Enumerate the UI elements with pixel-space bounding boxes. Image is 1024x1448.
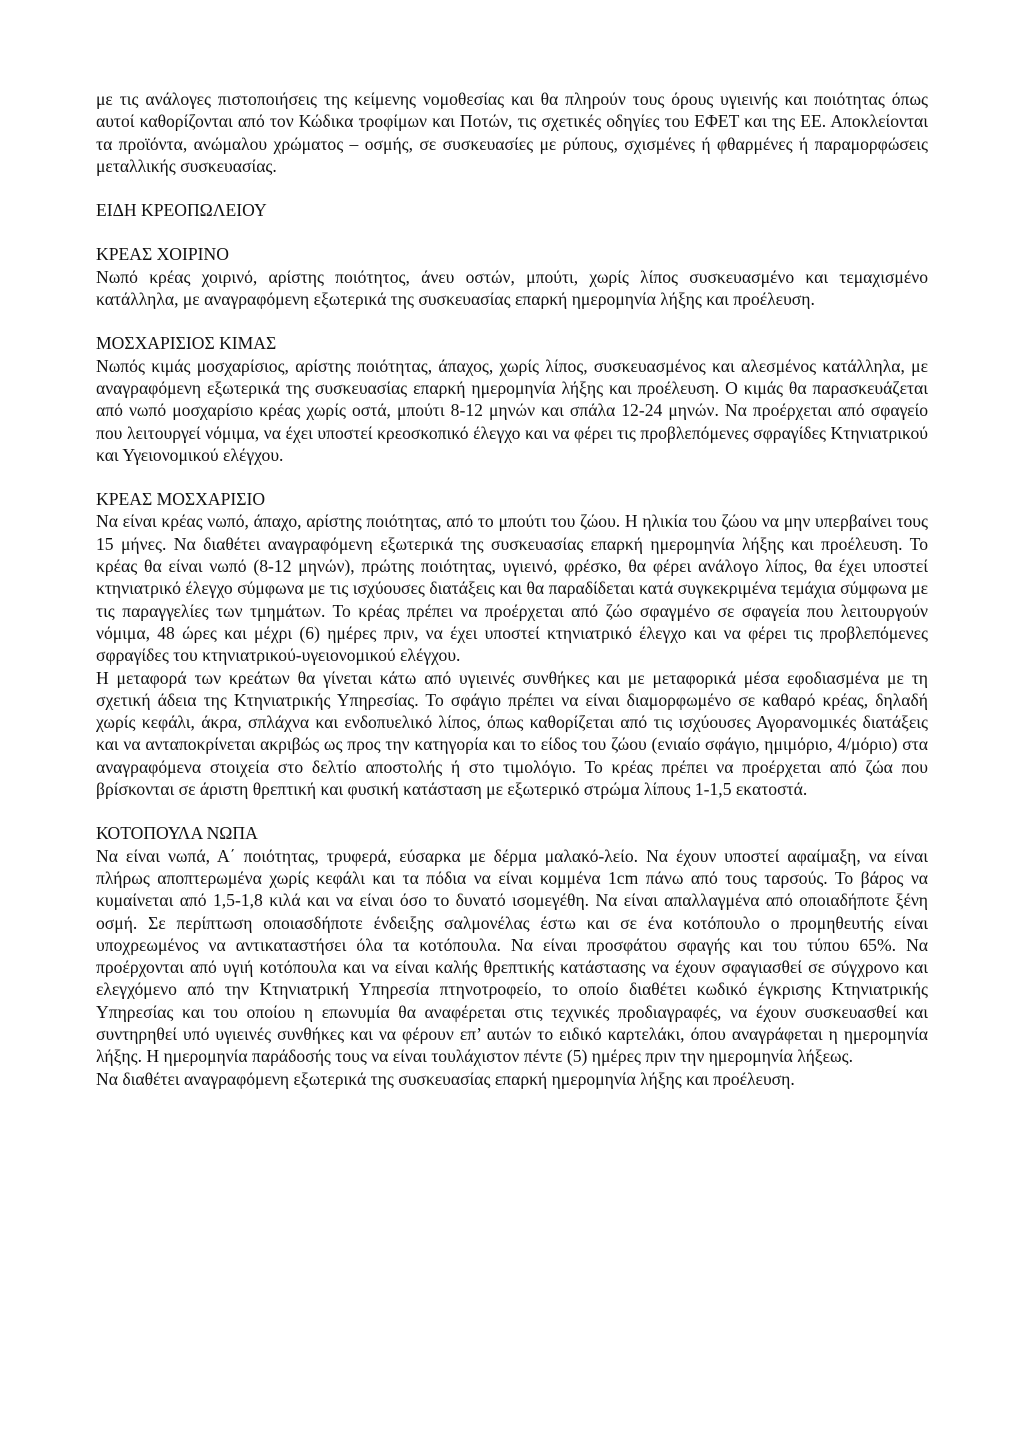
item-title-veal: ΚΡΕΑΣ ΜΟΣΧΑΡΙΣΙΟ	[96, 489, 266, 510]
section-title: ΕΙΔΗ ΚΡΕΟΠΩΛΕΙΟΥ	[96, 200, 267, 221]
item-body-pork: Νωπό κρέας χοιρινό, αρίστης ποιότητος, άνευ οστών, μπούτι, χωρίς λίπος συσκευασμένο και τεμαχισμένο κατάλληλα, με αναγραφόμενη εξωτερικά της συσκευασίας επαρκή ημερομηνία λήξης και προέλευση.	[96, 266, 928, 310]
item-body-veal-2: Η μεταφορά των κρεάτων θα γίνεται κάτω από υγιεινές συνθήκες και με μεταφορικά μέσα εφοδιασμένα με τη σχετική άδεια της Κτηνιατρικής Υπηρεσίας. Το σφάγιο πρέπει να είναι διαμορφωμένο σε καθαρό κρέας, δηλαδή χωρίς κεφάλι, άκρα, σπλάχνα και ενδοπυελικό λίπος, όπως καθορίζεται από τις ισχύουσες Αγορανομικές διατάξεις και να ανταποκρίνεται ακριβώς ως προς την κατηγορία και το είδος του ζώου (ενιαίο σφάγιο, ημιμόριο, 4/μόριο) στα αναγραφόμενα στοιχεία στο δελτίο αποστολής ή στο τιμολόγιο. Το κρέας πρέπει να προέρχεται από ζώα που βρίσκονται σε άριστη θρεπτική και φυσική κατάσταση με εξωτερικό στρώμα λίπους 1-1,5 εκατοστά.	[96, 667, 928, 800]
item-body-minced-beef: Νωπός κιμάς μοσχαρίσιος, αρίστης ποιότητας, άπαχος, χωρίς λίπος, συσκευασμένος και αλεσμένος κατάλληλα, με αναγραφόμενη εξωτερικά της συσκευασίας επαρκή ημερομηνία λήξης και προέλευση. Ο κιμάς θα παρασκευάζεται από νωπό μοσχαρίσιο κρέας χωρίς οστά, μπούτι 8-12 μηνών και σπάλα 12-24 μηνών. Να προέρχεται από σφαγείο που λειτουργεί νόμιμα, να έχει υποστεί κρεοσκοπικό έλεγχο και να φέρει τις προβλεπόμενες σφραγίδες Κτηνιατρικού και Υγειονομικού ελέγχου.	[96, 355, 928, 465]
item-title-minced-beef: ΜΟΣΧΑΡΙΣΙΟΣ ΚΙΜΑΣ	[96, 333, 277, 354]
item-title-pork: ΚΡΕΑΣ ΧΟΙΡΙΝΟ	[96, 244, 229, 265]
item-body-chicken-1: Να είναι νωπά, Α΄ ποιότητας, τρυφερά, εύσαρκα με δέρμα μαλακό-λείο. Να έχουν υποστεί αφαίμαξη, να είναι πλήρως αποπτερωμένα χωρίς κεφάλι και τα πόδια να είναι κομμένα 1cm πάνω από τους ταρσούς. Το βάρος να κυμαίνεται από 1,5-1,8 κιλά και να είναι όσο το δυνατό ισομεγέθη. Να είναι απαλλαγμένα από οποιαδήποτε ξένη οσμή. Σε περίπτωση οποιασδήποτε ένδειξης σαλμονέλας έστω και σε ένα κοτόπουλο ο προμηθευτής είναι υποχρεωμένος να αντικαταστήσει όλα τα κοτόπουλα. Να είναι προσφάτου σφαγής και του τύπου 65%. Να προέρχονται από υγιή κοτόπουλα και να είναι καλής θρεπτικής κατάστασης να έχουν σφαγιασθεί σε σύγχρονο και ελεγχόμενο από την Κτηνιατρική Υπηρεσία πτηνοτροφείο, το οποίο διαθέτει κωδικό έγκρισης Κτηνιατρικής Υπηρεσίας και του οποίου η επωνυμία θα αναφέρεται στις τεχνικές προδιαγραφές, να έχουν συσκευασθεί και συντηρηθεί υπό υγιεινές συνθήκες και να φέρουν επ’ αυτών το ειδικό καρτελάκι, όπου αναγράφεται η ημερομηνία λήξης. Η ημερομηνία παράδοσής τους να είναι τουλάχιστον πέντε (5) ημέρες πριν την ημερομηνία λήξεως.	[96, 845, 928, 1067]
item-body-veal-1: Να είναι κρέας νωπό, άπαχο, αρίστης ποιότητας, από το μπούτι του ζώου. Η ηλικία του ζώου να μην υπερβαίνει τους 15 μήνες. Να διαθέτει αναγραφόμενη εξωτερικά της συσκευασίας επαρκή ημερομηνία λήξης και προέλευση. Το κρέας θα είναι νωπό (8-12 μηνών), πρώτης ποιότητας, υγιεινό, φρέσκο, θα φέρει ανάλογο λίπος, θα έχει υποστεί κτηνιατρικό έλεγχο σύμφωνα με τις ισχύουσες διατάξεις και θα παραδίδεται κατά συγκεκριμένα τεμάχια σύμφωνα με τις παραγγελίες των τμημάτων. Το κρέας πρέπει να προέρχεται από ζώο σφαγμένο σε σφαγεία που λειτουργούν νόμιμα, 48 ώρες και μέχρι (6) ημέρες πριν, να έχει υποστεί κτηνιατρικό έλεγχο και να φέρει τις προβλεπόμενες σφραγίδες του κτηνιατρικού-υγειονομικού ελέγχου.	[96, 511, 928, 666]
document-page	[96, 88, 928, 1090]
item-body-chicken-2: Να διαθέτει αναγραφόμενη εξωτερικά της συσκευασίας επαρκή ημερομηνία λήξης και προέλευση.	[96, 1068, 795, 1089]
intro-paragraph: με τις ανάλογες πιστοποιήσεις της κείμενης νομοθεσίας και θα πληρούν τους όρους υγιεινής και ποιότητας όπως αυτοί καθορίζονται από τον Κώδικα τροφίμων και Ποτών, τις σχετικές οδηγίες του ΕΦΕΤ και της ΕΕ. Αποκλείονται τα προϊόντα, ανώμαλου χρώματος – οσμής, σε συσκευασίες με ρύπους, σχισμένες ή φθαρμένες ή παραμορφώσεις μεταλλικής συσκευασίας.	[96, 89, 928, 176]
item-title-chicken: ΚΟΤΟΠΟΥΛΑ ΝΩΠΑ	[96, 823, 258, 844]
